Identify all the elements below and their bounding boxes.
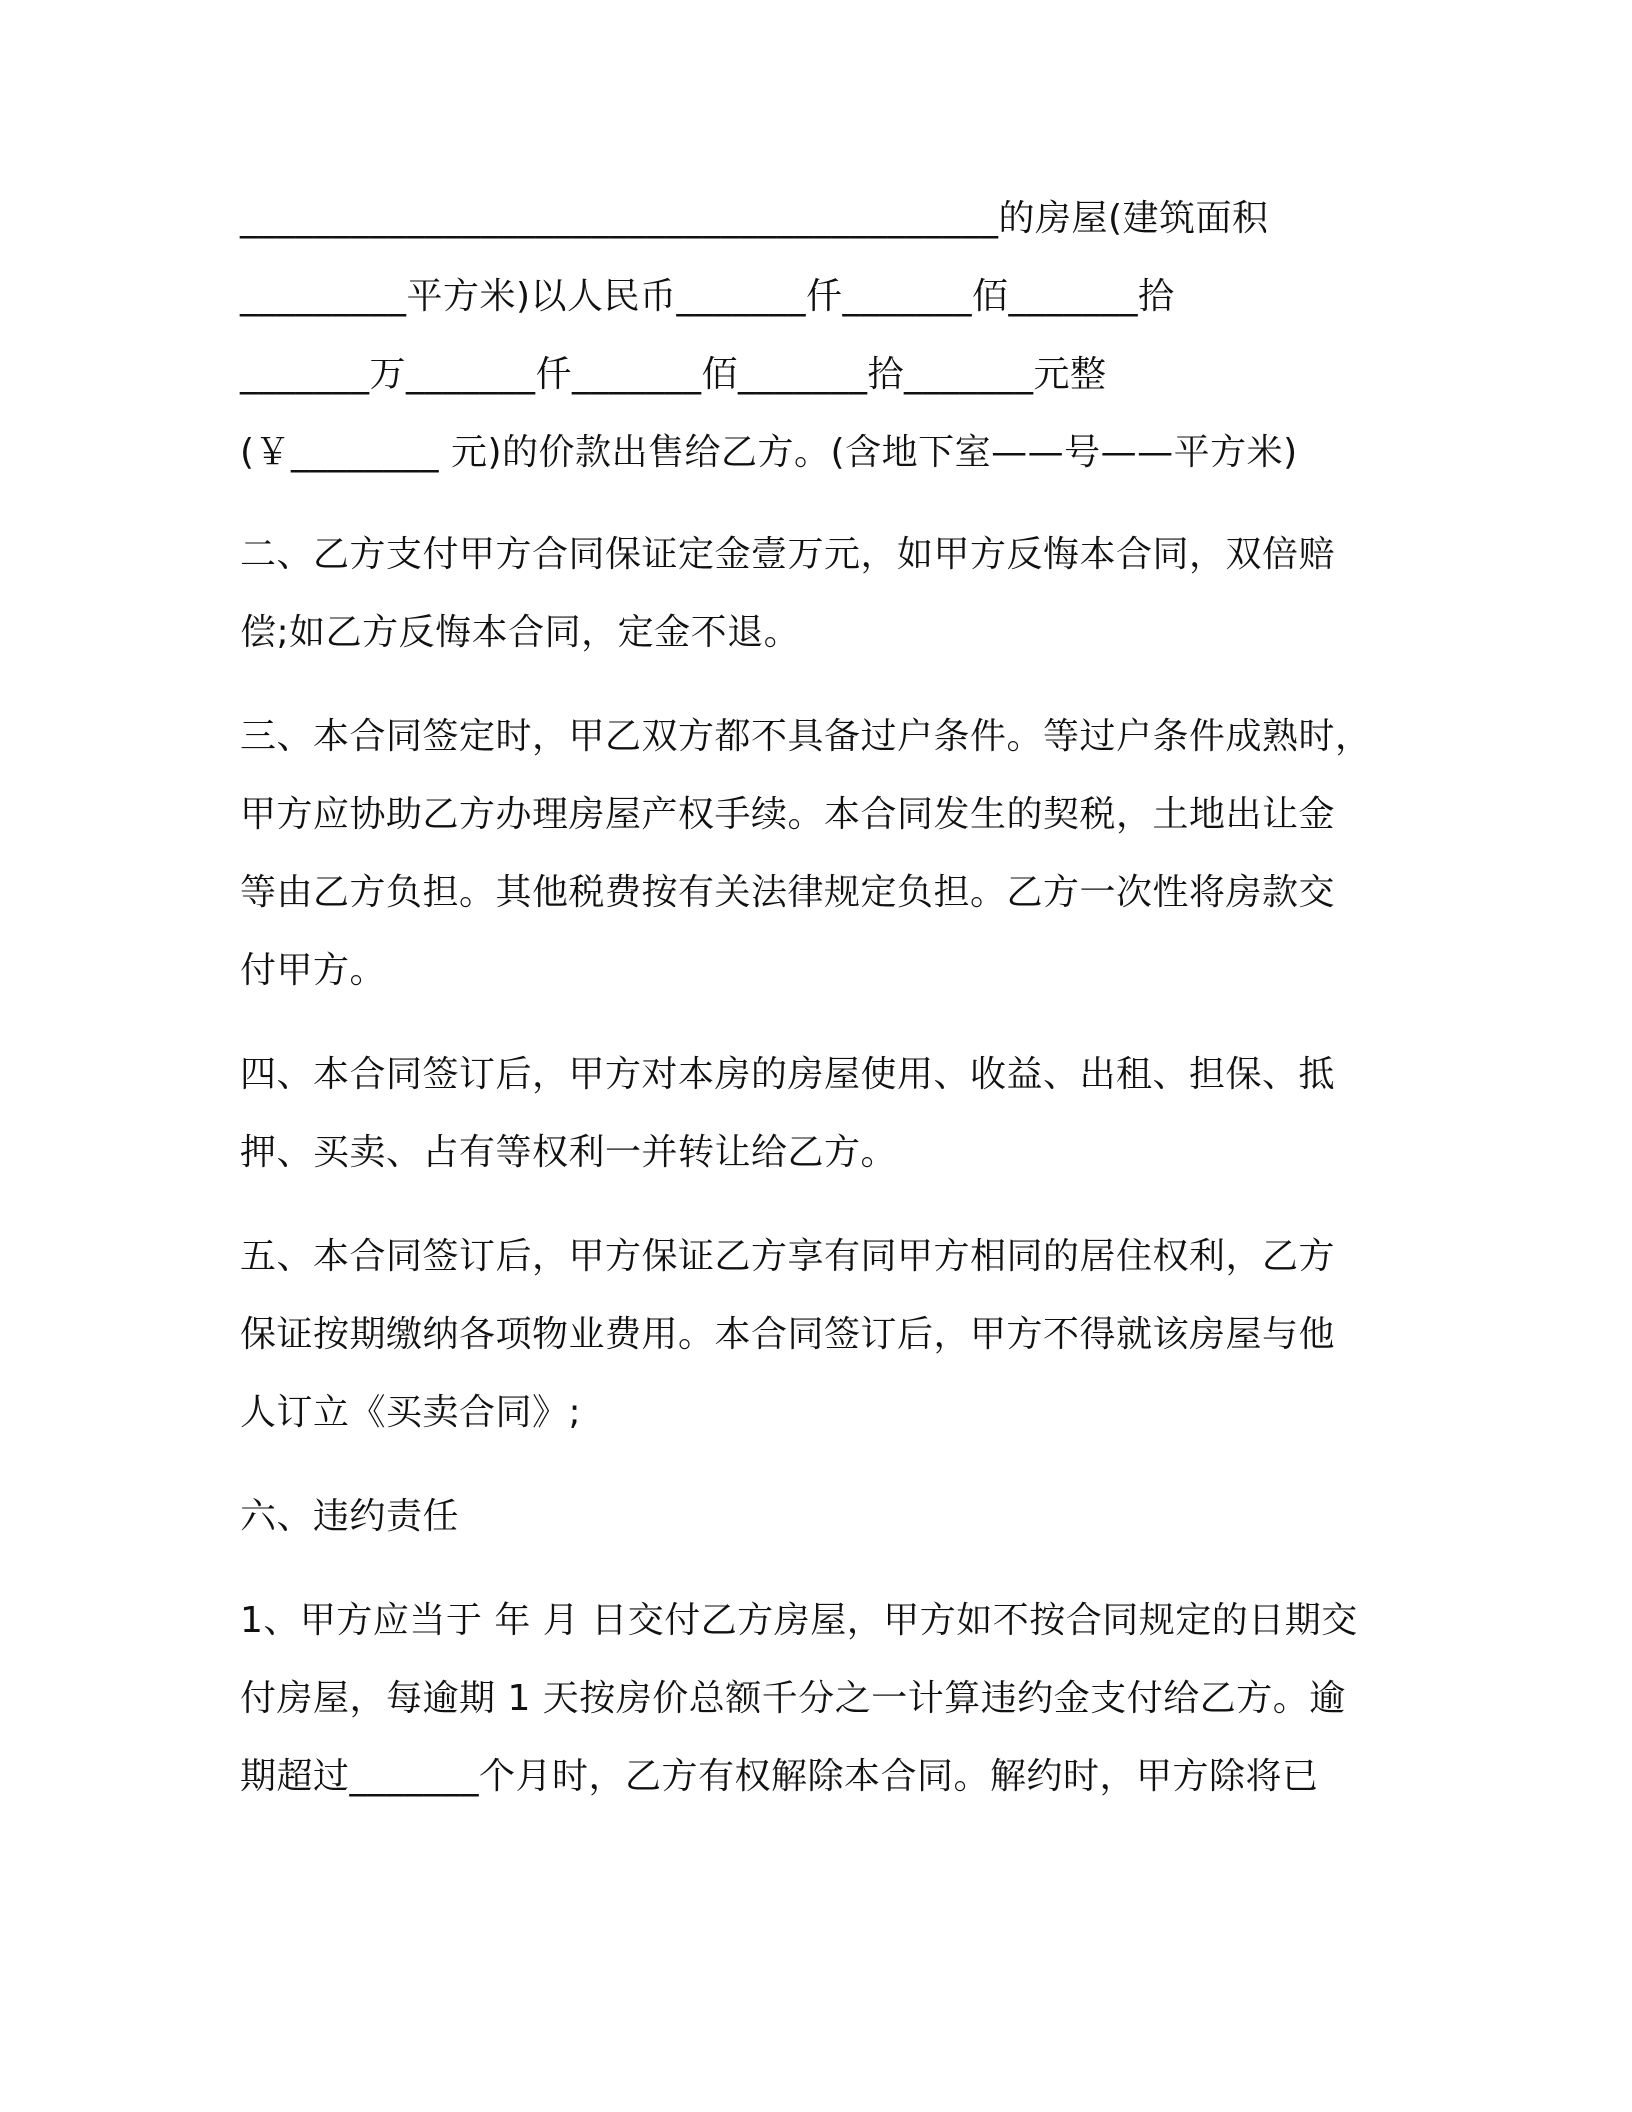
text-line: _________平方米)以人民币_______仟_______佰_______拾 <box>240 276 1175 317</box>
text-line: _________________________________________的房屋(建筑面积 <box>240 198 1269 239</box>
text-line: 保证按期缴纳各项物业费用。本合同签订后，甲方不得就该房屋与他 <box>240 1314 1336 1355</box>
clause-1-paragraph <box>240 180 1430 492</box>
text-line: 付甲方。 <box>240 950 387 991</box>
text-line: 偿;如乙方反悔本合同，定金不退。 <box>240 612 801 653</box>
text-line: 五、本合同签订后，甲方保证乙方享有同甲方相同的居住权利，乙方 <box>240 1236 1336 1277</box>
text-line: 四、本合同签订后，甲方对本房的房屋使用、收益、出租、担保、抵 <box>240 1054 1336 1095</box>
document-page <box>240 180 1430 1816</box>
text-line: (￥________ 元)的价款出售给乙方。(含地下室——号——平方米) <box>240 432 1298 473</box>
text-line: 押、买卖、占有等权利一并转让给乙方。 <box>240 1132 898 1173</box>
clause-2-paragraph <box>240 516 1430 672</box>
clause-6-heading <box>240 1478 1430 1556</box>
text-line: 期超过_______个月时，乙方有权解除本合同。解约时，甲方除将已 <box>240 1756 1319 1797</box>
clause-6-1-paragraph <box>240 1582 1430 1816</box>
text-line: 1、甲方应当于 年 月 日交付乙方房屋，甲方如不按合同规定的日期交 <box>240 1600 1358 1641</box>
text-line: _______万_______仟_______佰_______拾_______元整 <box>240 354 1107 395</box>
clause-4-paragraph <box>240 1036 1430 1192</box>
text-line: 二、乙方支付甲方合同保证定金壹万元，如甲方反悔本合同，双倍赔 <box>240 534 1336 575</box>
section-heading: 六、违约责任 <box>240 1496 460 1537</box>
clause-3-paragraph <box>240 698 1430 1010</box>
clause-5-paragraph <box>240 1218 1430 1452</box>
text-line: 三、本合同签定时，甲乙双方都不具备过户条件。等过户条件成熟时， <box>240 716 1372 757</box>
text-line: 甲方应协助乙方办理房屋产权手续。本合同发生的契税，土地出让金 <box>240 794 1336 835</box>
text-line: 等由乙方负担。其他税费按有关法律规定负担。乙方一次性将房款交 <box>240 872 1336 913</box>
text-line: 人订立《买卖合同》; <box>240 1392 582 1433</box>
text-line: 付房屋，每逾期 1 天按房价总额千分之一计算违约金支付给乙方。逾 <box>240 1678 1346 1719</box>
